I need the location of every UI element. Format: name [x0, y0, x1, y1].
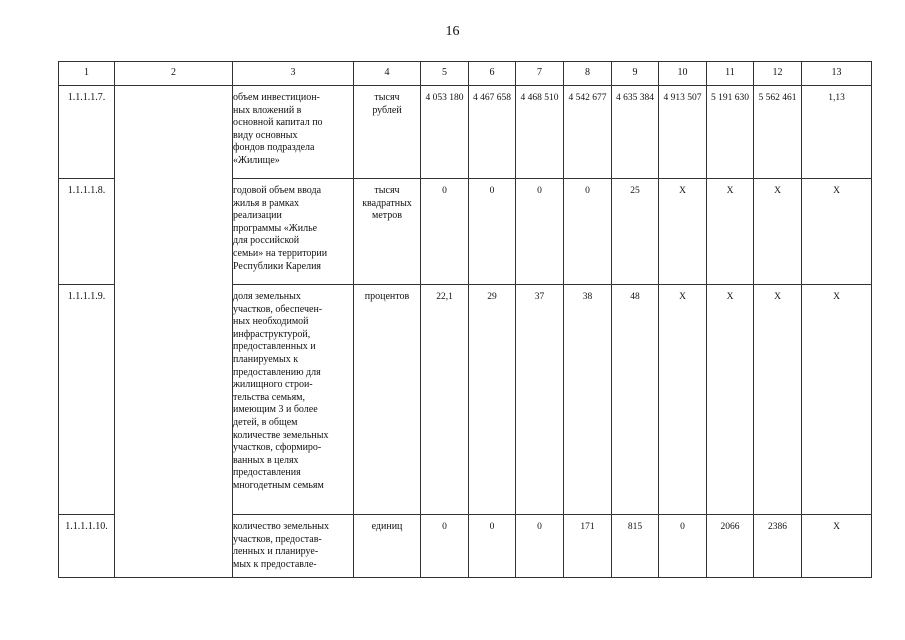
value-cell: 4 467 658 — [469, 86, 516, 179]
value-cell: X — [754, 179, 802, 285]
value-cell: X — [754, 285, 802, 515]
value-cell: 0 — [421, 179, 469, 285]
value-cell: 0 — [564, 179, 612, 285]
column-header: 10 — [659, 62, 707, 86]
column-header: 4 — [354, 62, 421, 86]
row-number-cell: 1.1.1.1.10. — [59, 515, 115, 578]
value-cell: 4 635 384 — [612, 86, 659, 179]
value-cell: X — [802, 179, 872, 285]
value-cell: 0 — [659, 515, 707, 578]
unit-cell: единиц — [354, 515, 421, 578]
value-cell: 5 191 630 — [707, 86, 754, 179]
value-cell: 1,13 — [802, 86, 872, 179]
value-cell: X — [707, 285, 754, 515]
value-cell: X — [659, 179, 707, 285]
indicator-cell: годовой объем ввода жилья в рамках реализации программы «Жилье для российской семьи» на территории Республики Карелия — [233, 179, 354, 285]
row-number-cell: 1.1.1.1.7. — [59, 86, 115, 179]
value-cell: 4 468 510 — [516, 86, 564, 179]
indicator-cell: количество земельных участков, предостав- ленных и планируе- мых к предоставле- — [233, 515, 354, 578]
column-header: 7 — [516, 62, 564, 86]
unit-cell: тысяч квадратных метров — [354, 179, 421, 285]
column-header: 9 — [612, 62, 659, 86]
indicators-table — [58, 61, 872, 578]
column-header: 8 — [564, 62, 612, 86]
value-cell: 0 — [516, 179, 564, 285]
value-cell: X — [659, 285, 707, 515]
value-cell: 5 562 461 — [754, 86, 802, 179]
page-number: 16 — [445, 24, 460, 39]
value-cell: 48 — [612, 285, 659, 515]
column-header: 12 — [754, 62, 802, 86]
value-cell: X — [802, 285, 872, 515]
value-cell: 2386 — [754, 515, 802, 578]
column-2-cell — [115, 86, 233, 578]
unit-cell: тысяч рублей — [354, 86, 421, 179]
column-header: 11 — [707, 62, 754, 86]
value-cell: 0 — [516, 515, 564, 578]
value-cell: X — [707, 179, 754, 285]
value-cell: 22,1 — [421, 285, 469, 515]
value-cell: 37 — [516, 285, 564, 515]
value-cell: 2066 — [707, 515, 754, 578]
value-cell: X — [802, 515, 872, 578]
column-header: 2 — [115, 62, 233, 86]
value-cell: 171 — [564, 515, 612, 578]
value-cell: 0 — [469, 515, 516, 578]
value-cell: 25 — [612, 179, 659, 285]
value-cell: 29 — [469, 285, 516, 515]
value-cell: 4 053 180 — [421, 86, 469, 179]
column-header: 5 — [421, 62, 469, 86]
column-header: 1 — [59, 62, 115, 86]
table-row — [59, 86, 872, 179]
value-cell: 4 542 677 — [564, 86, 612, 179]
value-cell: 38 — [564, 285, 612, 515]
column-header: 3 — [233, 62, 354, 86]
column-header: 13 — [802, 62, 872, 86]
indicator-cell: доля земельных участков, обеспечен- ных необходимой инфраструктурой, предоставленных и планируемых к предоставлению для жилищного строи- тельства семьям, имеющим 3 и более детей, в общем количестве земельных участков, сформиро- ванных в целях предоставления многодетным семьям — [233, 285, 354, 515]
value-cell: 815 — [612, 515, 659, 578]
table-header-row — [59, 62, 872, 86]
value-cell: 4 913 507 — [659, 86, 707, 179]
column-header: 6 — [469, 62, 516, 86]
row-number-cell: 1.1.1.1.9. — [59, 285, 115, 515]
indicator-cell: объем инвестицион- ных вложений в основной капитал по виду основных фондов подраздела «Жилище» — [233, 86, 354, 179]
row-number-cell: 1.1.1.1.8. — [59, 179, 115, 285]
unit-cell: процентов — [354, 285, 421, 515]
value-cell: 0 — [421, 515, 469, 578]
value-cell: 0 — [469, 179, 516, 285]
